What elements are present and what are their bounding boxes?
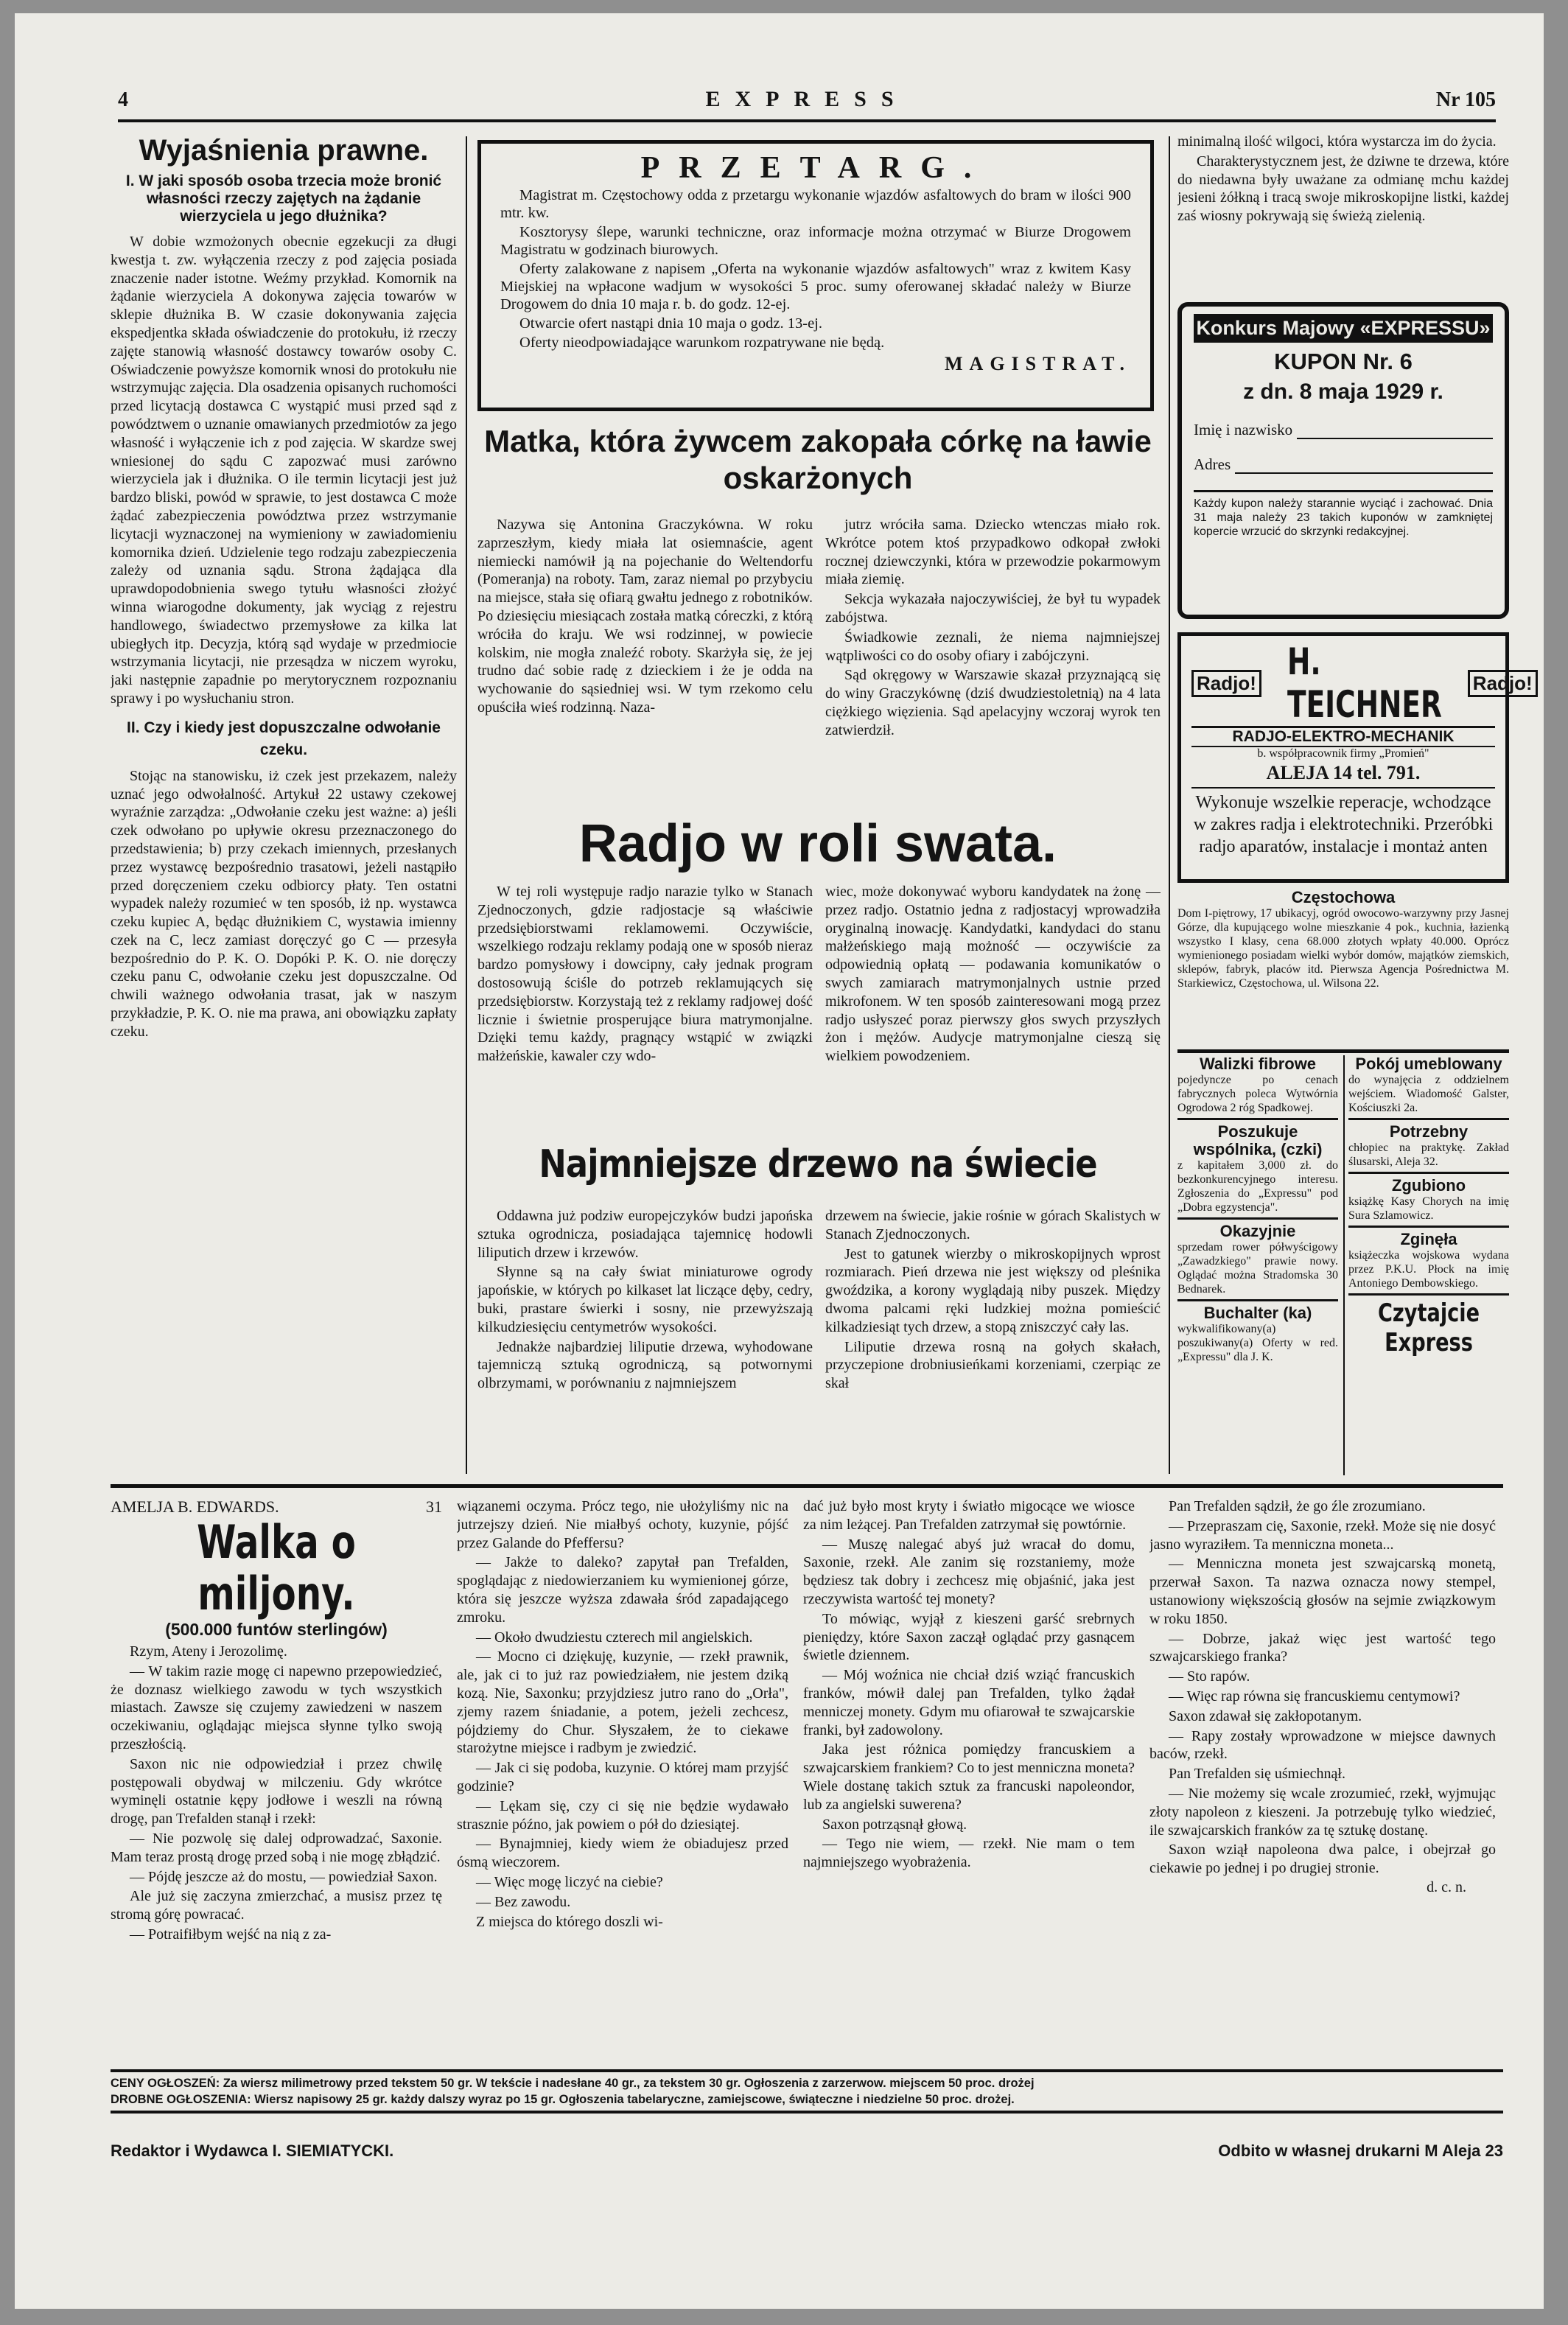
legal-title: Wyjaśnienia prawne. xyxy=(139,134,429,167)
column-divider xyxy=(1169,136,1170,1474)
paragraph: — Jak ci się podoba, kuzynie. O której mam przyjść godzinie? xyxy=(457,1760,788,1794)
classifieds-right xyxy=(1348,1055,1509,1479)
classifieds-divider xyxy=(1343,1055,1345,1475)
paragraph: drzewem na świecie, jakie rośnie w górach Skalistych w Stanach Zjednoczonych. xyxy=(825,1208,1161,1242)
paragraph: Saxon potrząsnął głową. xyxy=(822,1816,967,1833)
classified-body: sprzedam rower półwyścigowy „Zawadzkiego" prawie nowy. Oglądać można Stradomska 30 Bednarek. xyxy=(1177,1241,1338,1296)
serial-title: Walka o miljony. xyxy=(197,1515,356,1620)
paragraph: — Nie możemy się wcale zrozumieć, rzekł, wyjmując złoty napoleon z kieszeni. Ja potrzebuję tylko wiedzieć, ile szwajcarskich franków za tę sztukę dostanę. xyxy=(1149,1785,1496,1839)
paragraph: Charakterystycznem jest, że dziwne te drzewa, które do niedawna były uważane za odmianę mchu każdej jesieni żółkną i tracą swoje mikroskopijne listki, każdej zaś wiosny pokrywają się świeżą zielenią. xyxy=(1177,153,1509,225)
coupon-banner: Konkurs Majowy «EXPRESSU» xyxy=(1194,314,1493,343)
divider xyxy=(1348,1226,1509,1228)
classified-body: chłopiec na praktykę. Zakład ślusarski, Aleja 32. xyxy=(1348,1141,1509,1168)
advert-prices xyxy=(111,2069,1503,2114)
paragraph: — Bez zawodu. xyxy=(476,1893,571,1910)
paragraph: wiec, może dokonywać wyboru kandydatek na żonę — przez radjo. Ostatnio jedna z radjostacyj wprowadziła oryginalną inowację. Kandydatki, kandydaci do stanu małżeńskiego mają możność — oczywiście za odpowiednią opłatą — podawania komunikatów o swych zamiarach matrymonjalnych ustnie przed mikrofonem. W ten sposób zainteresowani mogą przez radjo usłyszeć poraz pierwszy głos swych przyszłych żon i mężów. Audycje matrymonjalne cieszą się wielkiem powodzeniem. xyxy=(825,884,1161,1065)
printer-credit: Odbito w własnej drukarni M Aleja 23 xyxy=(1218,2142,1503,2160)
czytajcie-express: Czytajcie Express xyxy=(1377,1298,1480,1357)
legal-question-2: II. Czy i kiedy jest dopuszczalne odwołanie czeku. xyxy=(127,719,441,758)
legal-body-2 xyxy=(111,767,457,1041)
paragraph: Pan Trefalden się uśmiechnął. xyxy=(1169,1766,1345,1783)
teichner-role: RADJO-ELEKTRO-MECHANIK xyxy=(1191,726,1495,747)
address-label: Adres xyxy=(1194,455,1231,473)
paragraph: wiązanemi oczyma. Prócz tego, nie ułożyliśmy nic na jutrzejszy dzień. Nie miałbyś ochoty, kuzynie, pójść przez Galande do Pfeffersu? xyxy=(457,1498,788,1551)
paragraph: Słynne są na cały świat miniaturowe ogrody japońskie, w których po kilkaset lat liczące dęby, cedry, buki, prastare świerki i sosny, nie przewyższają kilkudziesięciu centymetrów wysokości. xyxy=(477,1264,813,1335)
coupon-date: z dn. 8 maja 1929 r. xyxy=(1243,380,1443,404)
radio-tag-left: Radjo! xyxy=(1191,670,1261,697)
legal-column xyxy=(111,133,457,1481)
coupon-number: KUPON Nr. 6 xyxy=(1274,349,1413,374)
paragraph: — Mój woźnica nie chciał dziś wziąć francuskich franków, mówił dalej pan Trefalden, tylko żądał menniczej monety. Gdym mu ofiarował te szwajcarskie franki, był zadowolony. xyxy=(803,1667,1135,1738)
paragraph: Kosztorysy ślepe, warunki techniczne, oraz informacje można otrzymać w Biurze Drogowem Magistratu w godzinach biurowych. xyxy=(500,224,1131,258)
drzewo-left-column xyxy=(477,1207,813,1480)
column-divider xyxy=(466,136,467,1474)
paragraph: — Dobrze, jakaż więc jest wartość tego szwajcarskiego franka? xyxy=(1149,1630,1496,1665)
teichner-ad xyxy=(1177,632,1533,883)
tender-signature: MAGISTRAT. xyxy=(945,353,1131,374)
serial-signoff: d. c. n. xyxy=(1427,1878,1466,1895)
prices-line-2: DROBNE OGŁOSZENIA: Wiersz napisowy 25 gr. każdy dalszy wyraz po 15 gr. Ogłoszenia tabelaryczne, zamiejscowe, świąteczne i niedzielne 50 proc. drożej. xyxy=(111,2093,1015,2106)
paragraph: — Pójdę jeszcze aż do mostu, — powiedział Saxon. xyxy=(130,1868,438,1885)
matka-headline: Matka, która żywcem zakopała córkę na ławie oskarżonych xyxy=(484,424,1152,495)
legal-body-1 xyxy=(111,233,457,708)
paragraph: Oferty nieodpowiadające warunkom rozpatrywane nie będą. xyxy=(519,335,885,351)
drzewo-headline: Najmniejsze drzewo na świecie xyxy=(539,1142,1097,1186)
paragraph: — Muszę nalegać abyś już wracał do domu, Saxonie, rzekł. Ale zanim się rozstaniemy, może będziesz tak dobry i zechcesz mię objaśnić, jaka jest rzeczywista wartość tej monety? xyxy=(803,1536,1135,1607)
page-footer xyxy=(111,2142,1503,2161)
page-header xyxy=(118,81,1496,122)
section-rule xyxy=(111,1484,1503,1488)
divider xyxy=(1348,1293,1509,1296)
radio-tag-right: Radjo! xyxy=(1468,670,1538,697)
serial-text xyxy=(111,1643,442,1944)
paragraph: W tej roli występuje radjo narazie tylko w Stanach Zjednoczonych, gdzie radjostacje są właściwie przedsiębiorstwami reklamowemi. Oczywiście, wszelkiego rodzaju reklamy podają one w sposób nieraz bardzo pomysłowy i dowcipny, cały jednak program dostosowują ściśle do potrzeb reklamujących się przedsiębiorstw. Korzystają też z reklamy radjowej dość licznie i świetnie prosperujące biura matrymonjalne. Dzięki temu każdy, pragnący wstąpić w związki małżeńskie, kawaler czy wdo- xyxy=(477,884,813,1065)
issue-number: Nr 105 xyxy=(1435,88,1496,111)
name-line xyxy=(1297,421,1493,439)
drzewo-continuation xyxy=(1177,133,1509,291)
paragraph: dać już było most kryty i światło migocące we wiosce za nim leżącej. Pan Trefalden zatrzymał się powtórnie. xyxy=(803,1498,1135,1533)
paragraph: Stojąc na stanowisku, iż czek jest przekazem, należy uznać jego odwołalność. Artykuł 22 ustawy czekowej wyraźnie zarządza: „Odwołanie czeku jest ważne: a) jeśli czek odwołano po upływie okresu przeznaczonego do przedstawienia; b) przy czekach imiennych, przesłanych przez wystawcę bezpośrednio trasatowi, jeżeli nastąpiło przed doręczeniem czeku odbiorcy płaty. Ten ostatni wypadek należy rozumieć w ten sposób, iż np. wystawca czeku kupiec A, będąc dłużnikiem C, wystawia imienny czek na C, lecz zamiast doręczyć go C — przesyła bezpośrednio do P. K. O. Dopóki P. K. O. nie doręczy czeku panu C, odwołanie czeku jest dopuszczalne. Od chwili ważnego odwołania trasat, jak w naszym przykładzie, P. K. O. nie ma prawa, ani obowiązku zapłaty czeku. xyxy=(111,767,457,1040)
serial-subtitle: (500.000 funtów sterlingów) xyxy=(165,1620,388,1639)
legal-question-1: I. W jaki sposób osoba trzecia może bronić własności rzeczy zajętych na żądanie wierzyciela u jego dłużnika? xyxy=(125,172,442,225)
classifieds-left xyxy=(1177,1055,1338,1479)
serial-text xyxy=(1149,1497,1496,1878)
paragraph: To mówiąc, wyjął z kieszeni garść srebrnych pieniędzy, które Saxon zaczął oglądać przy gasnącem świetle dziennem. xyxy=(803,1610,1135,1664)
paragraph: Świadkowie zeznali, że niema najmniejszej wątpliwości co do osoby ofiary i zabójczyni. xyxy=(825,629,1161,664)
paragraph: — Tego nie wiem, — rzekł. Nie mam o tem najmniejszego wyobrażenia. xyxy=(803,1836,1135,1871)
paragraph: — Więc rap równa się francuskiemu centymowi? xyxy=(1169,1688,1460,1705)
paragraph: Rzym, Ateny i Jerozolimę. xyxy=(130,1643,287,1660)
classified-body: pojedyncze po cenach fabrycznych poleca Wytwórnia Ogrodowa 2 róg Spadkowej. xyxy=(1177,1074,1338,1114)
paragraph: W dobie wzmożonych obecnie egzekucji za długi kwestja t. zw. wyłączenia rzeczy z pod zajęcia posiada znaczenie nader istotne. Weźmy przykład. Komornik na żądanie wierzyciela A dokonywa zajęcia towarów w sklepie dłużnika B. W czasie dokonywania zajęcia ekspedjentka składa oświadczenie do protokułu, iż rzeczy zajęte stanowią własność dostawcy towarów osoby C. Oświadczenie powyższe komornik wnosi do protokułu nie wstrzymując zajęcia. Dla osadzenia opisanych ruchomości przed licytacją dostawca C wystąpić musi przed sąd z powództwem o uznanie omawianych przedmiotów za jego własność i wyłączenie ich z pod zajęcia. W skardze swej wniesionej do sądu C zapozwać musi zarówno wierzyciela jak i dłużnika. O ile termin licytacji jest już bardzo bliski, powód w sprawie, to jest dostawca C może żądać zabezpieczenia powództwa przez wstrzymanie licytacji wyznaczonej na wymieniony w zawiadomieniu komornika dzień. Udzielenie tego rodzaju zabezpieczenia zależy od uznania sądu. Strona żądająca dla uprawdopodobnienia swego tytułu własności złożyć winna wiarogodne dokumenty, jak wyciąg z rejestru handlowego, świadectwo przemysłowe za kilka lat ubiegłych itp. Decyzja, którą sąd wydaje w przedmiocie wstrzymania licytacji, nie przesądza w niczem wyroku, jaki następnie zapadnie po merytorycznem rozpoznaniu sprawy i po wysłuchaniu stron. xyxy=(111,234,457,707)
classified-title: Buchalter (ka) xyxy=(1203,1304,1312,1322)
paragraph: Oferty zalakowane z napisem „Oferta na wykonanie wjazdów asfaltowych" wraz z kwitem Kasy Miejskiej na wpłacone wadjum w wysokości 5 proc. sumy oferowanej składać należy w Biurze Drogowem do dnia 10 maja r. b. do godz. 12-ej. xyxy=(500,261,1131,312)
editor-credit: Redaktor i Wydawca I. SIEMIATYCKI. xyxy=(111,2142,394,2160)
paragraph: Saxon wziął napoleona dwa palce, i obejrzał go ciekawie po jednej i po drugiej stronie. xyxy=(1149,1842,1496,1877)
classified-title: Zginęła xyxy=(1400,1230,1457,1248)
tender-title: PRZETARG. xyxy=(640,151,991,185)
classified-body: Dom I-piętrowy, 17 ubikacyj, ogród owocowo-warzywny przy Jasnej Górze, dla kupującego wolne mieszkanie 4 pok., kuchnia, łazienką wszystko I klasy, cena 68.000 złotych wpłaty 40.000. Oprócz wymienionego posiadam wielki wybór domów, majątków ziemskich, sklepów, fabryk, placów itd. Pierwsza Agencja Pośrednictwa M. Starkiewicz, Częstochowa, ul. Wilsona 22. xyxy=(1177,907,1509,990)
teichner-services: Wykonuje wszelkie reperacje, wchodzące w zakres radja i elektrotechniki. Przeróbki radjo aparatów, instalacje i montaż anten xyxy=(1191,787,1495,858)
paragraph: — Około dwudziestu czterech mil angielskich. xyxy=(476,1629,753,1646)
divider xyxy=(1177,1217,1338,1220)
paragraph: jutrz wróciła sama. Dziecko wtenczas miało rok. Wkrótce potem ktoś przypadkowo odkopał zwłoki rocznej dziewczynki, która w przewodzie pokarmowym miała ziemię. xyxy=(825,517,1161,588)
paragraph: Jednakże najbardziej liliputie drzewa, wyhodowane tajemniczą sztuką ogrodniczą, są potwornymi olbrzymami, w porównaniu z najmniejszem xyxy=(477,1338,813,1392)
name-label: Imię i nazwisko xyxy=(1194,421,1293,438)
name-field[interactable] xyxy=(1194,421,1493,439)
divider xyxy=(1177,1118,1338,1120)
paragraph: — Jakże to daleko? zapytał pan Trefalden, spoglądając z niedowierzaniem ku wymienionej górze, która się jeszcze wyższa zdawała śród zapadającego zmroku. xyxy=(457,1554,788,1626)
classified-title: Walizki fibrowe xyxy=(1199,1055,1317,1073)
page-number: 4 xyxy=(118,88,128,111)
paragraph: Z miejsca do którego doszli wi- xyxy=(476,1913,663,1930)
paragraph: Oddawna już podziw europejczyków budzi japońska sztuka ogrodnicza, posiadająca tajemnicę hodowli liliputich drzew i krzewów. xyxy=(477,1208,813,1261)
prices-line-1: CENY OGŁOSZEŃ: Za wiersz milimetrowy przed tekstem 50 gr. W tekście i nadesłane 40 gr., za tekstem 30 gr. Ogłoszenia z zarzerwow. miejscem 50 proc. drożej xyxy=(111,2077,1035,2090)
radjo-right-column xyxy=(825,883,1161,1141)
masthead: EXPRESS xyxy=(705,87,909,111)
paragraph: — Bynajmniej, kiedy wiem że obiadujesz przed ósmą wieczorem. xyxy=(457,1836,788,1871)
address-line xyxy=(1235,455,1493,474)
paragraph: — Menniczna moneta jest szwajcarską monetą, przerwał Saxon. Ta nazwa oznacza nowy stempel, ustanowiony większością głosów na sejmie związkowym w roku 1850. xyxy=(1149,1556,1496,1627)
teichner-name: H. TEICHNER xyxy=(1287,640,1442,726)
teichner-former: b. współpracownik firmy „Promień" xyxy=(1257,747,1429,760)
paragraph: — Mocno ci dziękuję, kuzynie, — rzekł prawnik, ale, jak ci to już raz powiedziałem, nie jestem dziką kozą. Nie, Saxonku; przyjdziesz jutro rano do „Orła", zjemy razem śniadanie, a potem, jeżeli zechcesz, pójdziemy do Chur. Słyszałem, że to ciekawe starożytne miejsce i radbym je zwiedzić. xyxy=(457,1649,788,1757)
classified-title: Potrzebny xyxy=(1389,1122,1469,1141)
classified-body: do wynajęcia z oddzielnem wejściem. Wiadomość Galster, Kościuszki 2a. xyxy=(1348,1074,1509,1114)
teichner-address: ALEJA 14 tel. 791. xyxy=(1266,762,1421,783)
matka-right-column xyxy=(825,516,1161,811)
address-field[interactable] xyxy=(1194,455,1493,474)
paragraph: — Sto rapów. xyxy=(1169,1668,1250,1685)
matka-left-column xyxy=(477,516,813,811)
paragraph: — Lękam się, czy ci się nie będzie wydawało strasznie późno, jak powiem o pół do dziesiątej. xyxy=(457,1797,788,1833)
paragraph: — Rapy zostały wprowadzone w miejsce dawnych baców, rzekł. xyxy=(1149,1727,1496,1763)
paragraph: Ale już się zaczyna zmierzchać, a musisz przez tę stromą górę powracać. xyxy=(111,1888,442,1923)
paragraph: Otwarcie ofert nastąpi dnia 10 maja o godz. 13-ej. xyxy=(519,315,822,332)
paragraph: Magistrat m. Częstochowy odda z przetargu wykonanie wjazdów asfaltowych do bram w ilości 900 mtr. kw. xyxy=(500,187,1131,221)
paragraph: Sąd okręgowy w Warszawie skazał przyznającą się do winy Graczykównę (dziś dwudziestoletnią) na 4 lata ciężkiego więzienia. Sąd apelacyjny wczoraj wyrok ten zatwierdził. xyxy=(825,667,1161,738)
divider xyxy=(1177,1299,1338,1301)
paragraph: — W takim razie mogę ci napewno przepowiedzieć, że doznasz wielkiego zawodu w tych wszystkich miastach. Zawsze się czujemy zawiedzeni w naszem oczekiwaniu, oglądając miejsca słynne tylko swoją przeszłością. xyxy=(111,1663,442,1752)
paragraph: Saxon nic nie odpowiedział i przez chwilę postępowali obydwaj w milczeniu. Gdy wkrótce wyminęli ostatnie kępy jodłowe i weszli na równą drogę, pan Trefalden stanął i rzekł: xyxy=(111,1755,442,1828)
classified-title: Zgubiono xyxy=(1391,1176,1466,1195)
paragraph: Jaka jest różnica pomiędzy francuskiem a szwajcarskiem frankiem? Co to jest menniczna moneta? Wiele dostanę takich sztuk za francuski napoleondor, lub za angielski suwerena? xyxy=(803,1741,1135,1813)
paragraph: Saxon zdawał się zakłopotanym. xyxy=(1169,1707,1362,1724)
radjo-left-column xyxy=(477,883,813,1141)
classified-title: Poszukuje wspólnika, (czki) xyxy=(1193,1122,1323,1158)
tender-notice xyxy=(477,140,1154,411)
serial-column-2 xyxy=(457,1497,788,2057)
paragraph: — Więc mogę liczyć na ciebie? xyxy=(476,1873,663,1890)
classified-body: książkę Kasy Chorych na imię Sura Szlamowicz. xyxy=(1348,1195,1509,1222)
coupon-note: Każdy kupon należy starannie wyciąć i zachować. Dnia 31 maja należy 23 takich kuponów w zamkniętej kopercie wrzucić do skrzynki redakcyjnej. xyxy=(1194,490,1493,539)
paragraph: — Potraifiłbym wejść na nią z za- xyxy=(130,1926,332,1943)
classified-czestochowa xyxy=(1177,889,1509,1051)
classified-title: Okazyjnie xyxy=(1219,1222,1296,1240)
paragraph: minimalną ilość wilgoci, która wystarcza im do życia. xyxy=(1177,133,1497,150)
classifieds-rule xyxy=(1177,1049,1509,1053)
paragraph: Liliputie drzewa rosną na gołych skałach, przyczepione drobniusieńkami korzeniami, czerpiąc ze skał xyxy=(825,1338,1161,1392)
divider xyxy=(1348,1172,1509,1174)
serial-episode: 31 xyxy=(426,1497,442,1516)
classified-title: Pokój umeblowany xyxy=(1355,1055,1502,1073)
serial-column-3 xyxy=(803,1497,1135,2057)
contest-coupon xyxy=(1177,302,1509,619)
paragraph: Jest to gatunek wierzby o mikroskopijnych wprost rozmiarach. Pień drzewa nie jest większy od pleśnika gwoździka, a korony wyglądają niby puszek. Między dwoma palcami ręki ludzkiej można pomieścić kilkadziesiąt tych drzew, a stopą zniszczyć cały las. xyxy=(825,1245,1161,1335)
paragraph: Nazywa się Antonina Graczykówna. W roku zaprzeszłym, kiedy miała lat osiemnaście, agent niemiecki namówił ją na pojechanie do Weltendorfu (Pomeranja) na roboty. Tam, zaraz niemal po przybyciu na miejsce, stała się ofiarą gwałtu jednego z robotników. Po dziesięciu miesiącach została matką córeczki, z którą wróciła do kraju. We wsi rodzinnej, w powiecie kolskim, nie mogła znaleźć roboty. Skarżyła się, że jej trudno dać sobie radę z dzieckiem i że je odda na wychowanie do sąsiedniej wsi. W tym rzekomo celu opuściła wieś rodzinną. Naza- xyxy=(477,517,813,716)
paragraph: Pan Trefalden sądził, że go źle zrozumiano. xyxy=(1169,1498,1426,1514)
classified-title: Częstochowa xyxy=(1291,889,1396,906)
tender-body xyxy=(500,186,1131,352)
radjo-headline: Radjo w roli swata. xyxy=(578,814,1057,873)
divider xyxy=(1348,1118,1509,1120)
serial-author: AMELJA B. EDWARDS. xyxy=(111,1497,279,1516)
classified-body: wykwalifikowany(a) poszukiwany(a) Oferty w red. „Expressu" dla J. K. xyxy=(1177,1323,1338,1363)
paragraph: — Nie pozwolę się dalej odprowadzać, Saxonie. Mam teraz prostą drogę przed sobą i nie mogę zbłądzić. xyxy=(111,1830,442,1865)
classified-body: z kapitałem 3,000 zł. do bezkonkurencyjnego interesu. Zgłoszenia do „Expressu" pod „Dobra egzystencja". xyxy=(1177,1159,1338,1214)
serial-column-1 xyxy=(111,1497,442,2057)
serial-column-4 xyxy=(1149,1497,1496,2057)
drzewo-right-column xyxy=(825,1207,1161,1480)
classified-body: książeczka wojskowa wydana przez P.K.U. Płock na imię Antoniego Dembowskiego. xyxy=(1348,1249,1509,1290)
paragraph: Sekcja wykazała najoczywiściej, że był tu wypadek zabójstwa. xyxy=(825,591,1161,626)
paragraph: — Przepraszam cię, Saxonie, rzekł. Może się nie dosyć jasno wyraziłem. Ta menniczna moneta... xyxy=(1149,1517,1496,1553)
